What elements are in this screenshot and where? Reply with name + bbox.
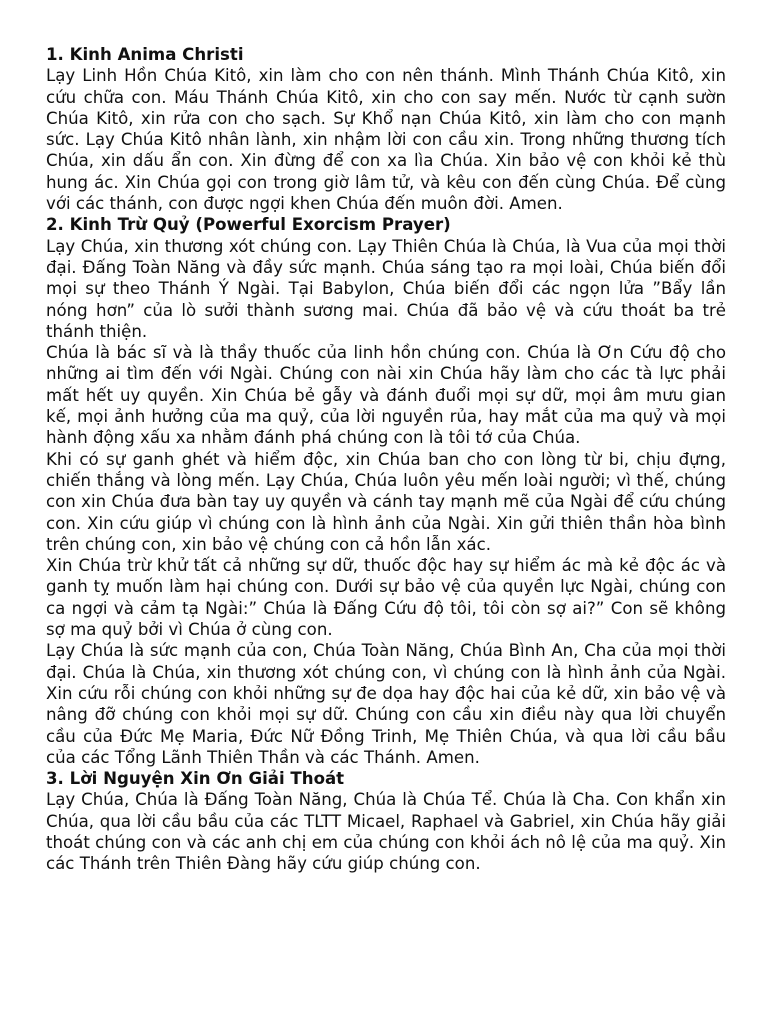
- paragraph: Lạy Chúa, Chúa là Đấng Toàn Năng, Chúa là Chúa Tể. Chúa là Cha. Con khẩn xin Chúa, qua lời cầu bầu của các TLTT Micael, Raphael và Gabriel, xin Chúa hãy giải thoát chúng con và các anh chị em của chúng con khỏi ách nô lệ của ma quỷ. Xin các Thánh trên Thiên Đàng hãy cứu giúp chúng con.: [46, 790, 726, 874]
- paragraph: Xin Chúa trừ khử tất cả những sự dữ, thuốc độc hay sự hiểm ác mà kẻ độc ác và ganh tỵ muốn làm hại chúng con. Dưới sự bảo vệ của quyền lực Ngài, chúng con ca ngợi và cảm tạ Ngài:” Chúa là Đấng Cứu độ tôi, tôi còn sợ ai?” Con sẽ không sợ ma quỷ bởi vì Chúa ở cùng con.: [46, 556, 726, 640]
- paragraph: Khi có sự ganh ghét và hiểm độc, xin Chúa ban cho con lòng từ bi, chịu đựng, chiến thắng và lòng mến. Lạy Chúa, Chúa luôn yêu mến loài người; vì thế, chúng con xin Chúa đưa bàn tay uy quyền và cánh tay mạnh mẽ của Ngài để cứu chúng con. Xin cứu giúp vì chúng con là hình ảnh của Ngài. Xin gửi thiên thần hòa bình trên chúng con, xin bảo vệ chúng con cả hồn lẫn xác.: [46, 449, 726, 554]
- section-anima-christi: [46, 44, 726, 214]
- paragraph: Lạy Linh Hồn Chúa Kitô, xin làm cho con nên thánh. Mình Thánh Chúa Kitô, xin cứu chữa con. Máu Thánh Chúa Kitô, xin cho con say mến. Nước từ cạnh sườn Chúa Kitô, xin rửa con cho sạch. Sự Khổ nạn Chúa Kitô, xin làm cho con mạnh sức. Lạy Chúa Kitô nhân lành, xin nhậm lời con cầu xin. Trong những thương tích Chúa, xin dấu ẩn con. Xin đừng để con xa lìa Chúa. Xin bảo vệ con khỏi kẻ thù hung ác. Xin Chúa gọi con trong giờ lâm tử, và kêu con đến cùng Chúa. Để cùng với các thánh, con được ngợi khen Chúa đến muôn đời. Amen.: [46, 66, 726, 214]
- document-page: [46, 44, 726, 875]
- section-heading: 3. Lời Nguyện Xin Ơn Giải Thoát: [46, 769, 345, 789]
- paragraph: Chúa là bác sĩ và là thầy thuốc của linh hồn chúng con. Chúa là Ơn Cứu độ cho những ai tìm đến với Ngài. Chúng con nài xin Chúa hãy làm cho các tà lực phải mất hết uy quyền. Xin Chúa bẻ gẫy và đánh đuổi mọi sự dữ, mọi âm mưu gian kế, mọi ảnh hưởng của ma quỷ, của lời nguyền rủa, hay mắt của ma quỷ và mọi hành động xấu xa nhằm đánh phá chúng con là tôi tớ của Chúa.: [46, 343, 726, 448]
- section-exorcism-prayer: [46, 214, 726, 768]
- paragraph: Lạy Chúa, xin thương xót chúng con. Lạy Thiên Chúa là Chúa, là Vua của mọi thời đại. Đấng Toàn Năng và đầy sức mạnh. Chúa sáng tạo ra mọi loài, Chúa biến đổi mọi sự theo Thánh Ý Ngài. Tại Babylon, Chúa biến đổi các ngọn lửa ”Bẩy lần nóng hơn” của lò sưởi thành sương mai. Chúa đã bảo vệ và cứu thoát ba trẻ thánh thiện.: [46, 236, 726, 341]
- paragraph: Lạy Chúa là sức mạnh của con, Chúa Toàn Năng, Chúa Bình An, Cha của mọi thời đại. Chúa là Chúa, xin thương xót chúng con, vì chúng con là hình ảnh của Ngài. Xin cứu rỗi chúng con khỏi những sự đe dọa hay độc hai của kẻ dữ, xin bảo vệ và nâng đỡ chúng con khỏi mọi sự dữ. Chúng con cầu xin điều này qua lời chuyển cầu của Đức Mẹ Maria, Đức Nữ Đồng Trinh, Mẹ Thiên Chúa, và qua lời cầu bầu của các Tổng Lãnh Thiên Thần và các Thánh. Amen.: [46, 641, 726, 767]
- section-heading: 1. Kinh Anima Christi: [46, 45, 244, 64]
- section-deliverance-prayer: [46, 768, 726, 874]
- section-heading: 2. Kinh Trừ Quỷ (Powerful Exorcism Prayer): [46, 215, 451, 235]
